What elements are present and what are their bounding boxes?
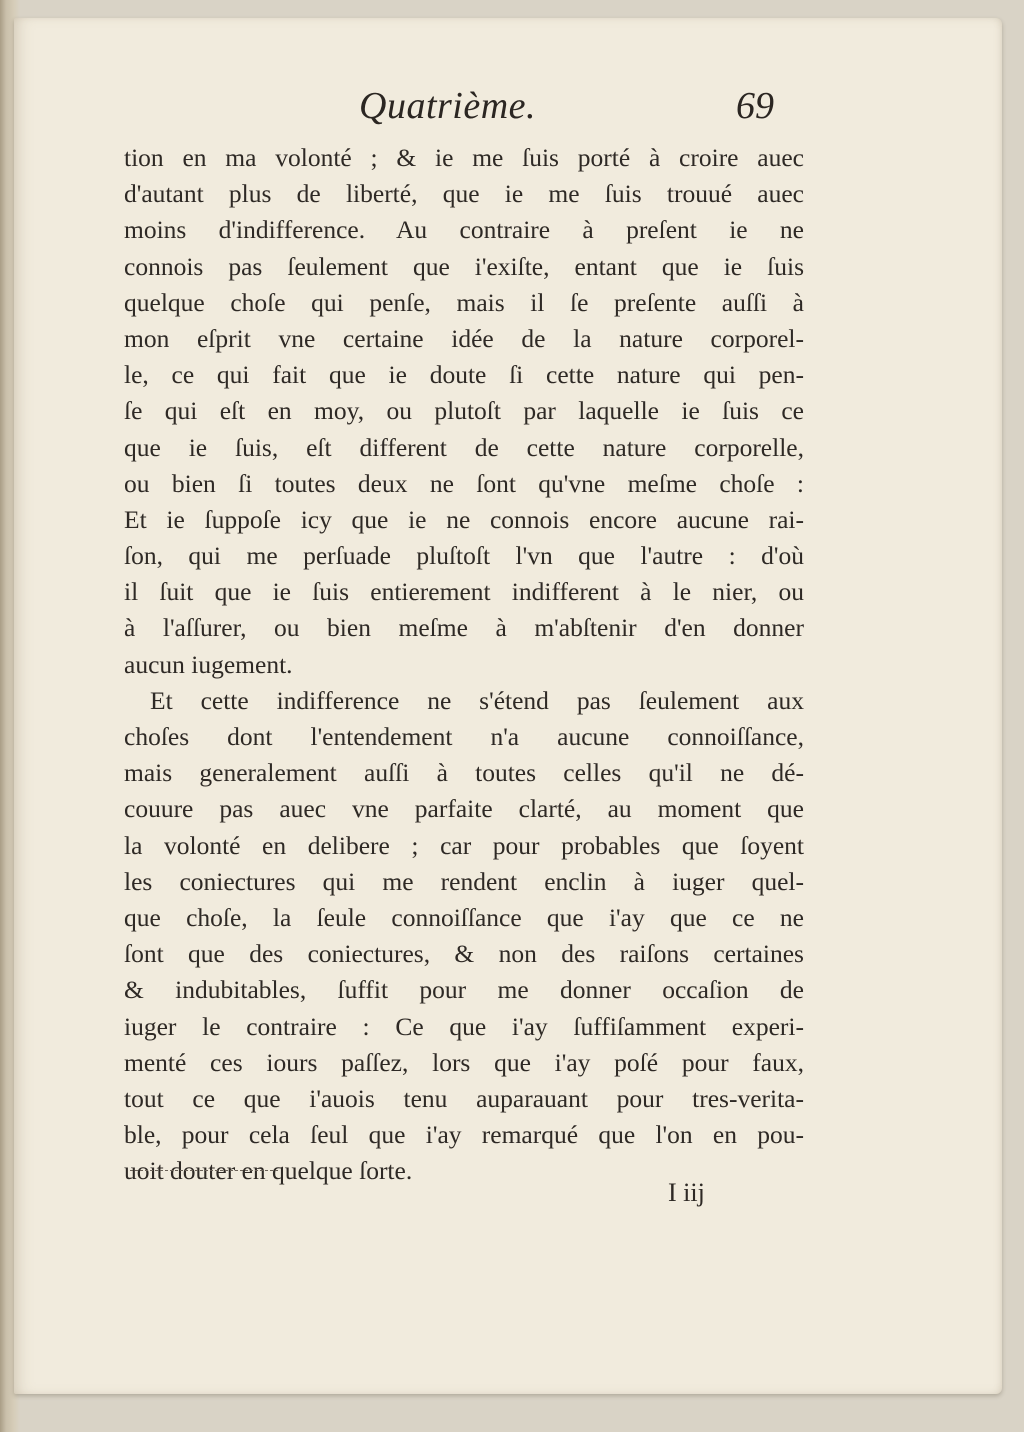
text-line: couure pas auec vne parfaite clarté, au moment que [124, 794, 804, 824]
text-line: à l'aſſurer, ou bien meſme à m'abſtenir d'en donner [124, 613, 804, 643]
text-line: Et cette indifference ne s'étend pas ſeulement aux [150, 685, 804, 715]
text-line: que ie ſuis, eſt different de cette nature corporelle, [124, 432, 804, 462]
text-line: iuger le contraire : Ce que i'ay ſuffiſamment experi- [124, 1011, 804, 1041]
text-line: d'autant plus de liberté, que ie me ſuis trouué auec [124, 179, 804, 209]
text-line: moins d'indifference. Au contraire à preſent ie ne [124, 215, 804, 245]
paragraph-1 [124, 140, 804, 683]
text-line: ſe qui eſt en moy, ou plutoſt par laquelle ie ſuis ce [124, 396, 804, 426]
text-line: ſont que des coniectures, & non des raiſons certaines [124, 939, 804, 969]
text-line: les coniectures qui me rendent enclin à iuger quel- [124, 866, 804, 896]
paragraph-2 [124, 683, 804, 1190]
text-line: le, ce qui fait que ie doute ſi cette nature qui pen- [124, 360, 804, 390]
running-title: Quatrième. [359, 85, 537, 127]
text-line: la volonté en delibere ; car pour probables que ſoyent [124, 830, 804, 860]
text-line: que choſe, la ſeule connoiſſance que i'ay que ce ne [124, 902, 804, 932]
text-line: ble, pour cela ſeul que i'ay remarqué que l'on en pou- [124, 1120, 804, 1150]
text-line: uoit douter en quelque ſorte. [124, 1156, 413, 1186]
text-block [124, 140, 804, 1189]
text-line: mais generalement auſſi à toutes celles qu'il ne dé- [124, 758, 804, 788]
text-line: menté ces iours paſſez, lors que i'ay poſé pour faux, [124, 1047, 804, 1077]
page-header [14, 84, 1002, 144]
ink-underline [130, 1170, 278, 1171]
text-line: mon eſprit vne certaine idée de la nature corporel- [124, 323, 804, 353]
text-line: il ſuit que ie ſuis entierement indifferent à le nier, ou [124, 577, 804, 607]
text-line: connois pas ſeulement que i'exiſte, entant que ie ſuis [124, 251, 804, 281]
signature-mark: I iij [668, 1178, 705, 1207]
text-line: ſon, qui me perſuade pluſtoſt l'vn que l'autre : d'où [124, 541, 804, 571]
text-line: quelque choſe qui penſe, mais il ſe preſente auſſi à [124, 287, 804, 317]
text-line: ou bien ſi toutes deux ne ſont qu'vne meſme choſe : [124, 468, 804, 498]
page-number: 69 [736, 85, 774, 127]
text-line: choſes dont l'entendement n'a aucune connoiſſance, [124, 722, 804, 751]
text-line: & indubitables, ſuffit pour me donner occaſion de [124, 975, 804, 1005]
text-line: tion en ma volonté ; & ie me ſuis porté à croire auec [124, 143, 804, 172]
book-page [14, 18, 1002, 1394]
text-line: Et ie ſuppoſe icy que ie ne connois encore aucune rai- [124, 504, 804, 534]
text-line: aucun iugement. [124, 649, 293, 679]
text-line: tout ce que i'auois tenu auparauant pour tres-verita- [124, 1083, 804, 1113]
